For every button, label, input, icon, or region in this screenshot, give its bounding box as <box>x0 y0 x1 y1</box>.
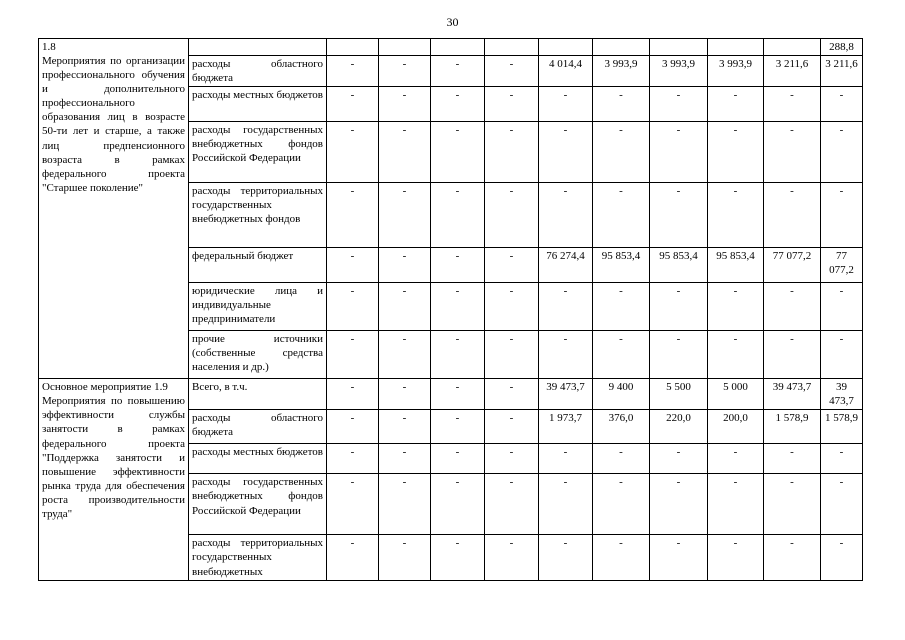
value-cell: - <box>327 122 379 183</box>
value-cell: 76 274,4 <box>539 248 593 283</box>
value-cell: - <box>379 56 431 87</box>
value-cell: - <box>650 535 708 580</box>
value-cell: - <box>821 122 863 183</box>
value-cell: - <box>431 183 485 248</box>
value-cell: - <box>327 444 379 474</box>
value-cell <box>539 39 593 56</box>
value-cell: - <box>821 183 863 248</box>
value-cell: - <box>379 331 431 379</box>
value-cell: - <box>379 410 431 444</box>
value-cell: - <box>593 87 650 122</box>
value-cell: - <box>379 535 431 580</box>
value-cell: - <box>539 122 593 183</box>
value-cell: - <box>821 474 863 535</box>
value-cell: 288,8 <box>821 39 863 56</box>
funding-source-cell: расходы местных бюджетов <box>189 87 327 122</box>
value-cell <box>431 39 485 56</box>
value-cell: - <box>708 331 764 379</box>
funding-source-cell: расходы областного бюджета <box>189 56 327 87</box>
value-cell: - <box>821 331 863 379</box>
value-cell: - <box>327 248 379 283</box>
value-cell: - <box>764 283 821 331</box>
value-cell: - <box>327 183 379 248</box>
value-cell: - <box>327 410 379 444</box>
value-cell: - <box>708 444 764 474</box>
value-cell: - <box>650 122 708 183</box>
value-cell: - <box>593 122 650 183</box>
funding-source-cell: расходы территориальных государственных внебюджетных фондов <box>189 183 327 248</box>
value-cell: 95 853,4 <box>708 248 764 283</box>
value-cell: - <box>379 444 431 474</box>
value-cell: - <box>764 87 821 122</box>
value-cell: - <box>821 283 863 331</box>
funding-source-cell <box>189 39 327 56</box>
value-cell <box>327 39 379 56</box>
value-cell: - <box>539 87 593 122</box>
value-cell: 1 578,9 <box>821 410 863 444</box>
funding-source-cell: юридические лица и индивидуальные предприниматели <box>189 283 327 331</box>
measure-description: Мероприятия по организации профессионального обучения и дополнительного профессионального образования лиц в возрасте 50-ти лет и старше, а также лиц предпенсионного возраста в рамках федерального проекта "Старшее поколение" <box>42 55 185 194</box>
funding-source-cell: расходы местных бюджетов <box>189 444 327 474</box>
value-cell: - <box>650 474 708 535</box>
value-cell: - <box>327 87 379 122</box>
value-cell: 1 578,9 <box>764 410 821 444</box>
value-cell: - <box>327 56 379 87</box>
value-cell: 220,0 <box>650 410 708 444</box>
value-cell: - <box>593 535 650 580</box>
value-cell: - <box>708 535 764 580</box>
value-cell: - <box>485 183 539 248</box>
value-cell: 4 014,4 <box>539 56 593 87</box>
value-cell: - <box>485 474 539 535</box>
value-cell: - <box>379 183 431 248</box>
value-cell: - <box>593 474 650 535</box>
value-cell: - <box>593 331 650 379</box>
value-cell: 39 473,7 <box>821 379 863 410</box>
budget-table-body <box>39 39 863 581</box>
value-cell: - <box>485 248 539 283</box>
measure-description: Мероприятия по повышению эффективности службы занятости в рамках федерального проекта "Поддержка занятости и повышение эффективности рынка труда для обеспечения роста производительности труда" <box>42 395 185 520</box>
value-cell: - <box>431 535 485 580</box>
value-cell: - <box>485 410 539 444</box>
value-cell: - <box>539 183 593 248</box>
value-cell: - <box>539 474 593 535</box>
value-cell: - <box>764 331 821 379</box>
value-cell: - <box>379 248 431 283</box>
value-cell: - <box>431 87 485 122</box>
value-cell: 95 853,4 <box>650 248 708 283</box>
value-cell: - <box>431 283 485 331</box>
value-cell: - <box>650 331 708 379</box>
value-cell: 39 473,7 <box>764 379 821 410</box>
budget-table <box>38 38 863 581</box>
value-cell: 1 973,7 <box>539 410 593 444</box>
value-cell: 3 211,6 <box>821 56 863 87</box>
value-cell: - <box>821 535 863 580</box>
value-cell: - <box>379 283 431 331</box>
value-cell: 3 993,9 <box>650 56 708 87</box>
value-cell: - <box>431 474 485 535</box>
value-cell: - <box>593 183 650 248</box>
value-cell <box>708 39 764 56</box>
value-cell: 95 853,4 <box>593 248 650 283</box>
measure-number: 1.8 <box>42 41 56 53</box>
funding-source-cell: расходы территориальных государственных внебюджетных <box>189 535 327 580</box>
value-cell: - <box>485 87 539 122</box>
value-cell: - <box>379 474 431 535</box>
value-cell: - <box>539 331 593 379</box>
value-cell: 77 077,2 <box>821 248 863 283</box>
value-cell: - <box>327 331 379 379</box>
value-cell: 3 211,6 <box>764 56 821 87</box>
value-cell: 200,0 <box>708 410 764 444</box>
value-cell: - <box>764 444 821 474</box>
value-cell: - <box>650 87 708 122</box>
value-cell: 3 993,9 <box>708 56 764 87</box>
funding-source-cell: прочие источники (собственные средства населения и др.) <box>189 331 327 379</box>
measure-description-cell <box>39 39 189 379</box>
table-row <box>39 379 863 410</box>
value-cell <box>764 39 821 56</box>
value-cell: 3 993,9 <box>593 56 650 87</box>
value-cell: - <box>485 444 539 474</box>
measure-description-cell <box>39 379 189 580</box>
value-cell: - <box>485 122 539 183</box>
value-cell <box>593 39 650 56</box>
value-cell: - <box>821 87 863 122</box>
value-cell: - <box>764 535 821 580</box>
table-row <box>39 39 863 56</box>
value-cell <box>379 39 431 56</box>
value-cell: - <box>379 379 431 410</box>
value-cell: - <box>593 283 650 331</box>
value-cell: - <box>764 183 821 248</box>
value-cell: - <box>708 474 764 535</box>
funding-source-cell: расходы государственных внебюджетных фондов Российской Федерации <box>189 122 327 183</box>
value-cell: - <box>431 379 485 410</box>
value-cell: - <box>764 474 821 535</box>
value-cell: - <box>485 331 539 379</box>
page-number: 30 <box>446 15 459 29</box>
value-cell: - <box>764 122 821 183</box>
value-cell: - <box>431 410 485 444</box>
value-cell: - <box>485 283 539 331</box>
value-cell: - <box>327 535 379 580</box>
value-cell: - <box>379 122 431 183</box>
measure-number: Основное мероприятие 1.9 <box>42 381 168 394</box>
funding-source-cell: расходы государственных внебюджетных фондов Российской Федерации <box>189 474 327 535</box>
value-cell: - <box>327 379 379 410</box>
value-cell: 5 000 <box>708 379 764 410</box>
value-cell: 77 077,2 <box>764 248 821 283</box>
funding-source-cell: Всего, в т.ч. <box>189 379 327 410</box>
value-cell: - <box>650 183 708 248</box>
value-cell: - <box>708 183 764 248</box>
value-cell: - <box>539 283 593 331</box>
value-cell <box>485 39 539 56</box>
value-cell: - <box>539 444 593 474</box>
value-cell: 5 500 <box>650 379 708 410</box>
value-cell: - <box>327 283 379 331</box>
value-cell: - <box>708 122 764 183</box>
value-cell: - <box>327 474 379 535</box>
value-cell: 39 473,7 <box>539 379 593 410</box>
value-cell: - <box>431 444 485 474</box>
funding-source-cell: расходы областного бюджета <box>189 410 327 444</box>
value-cell: - <box>539 535 593 580</box>
value-cell: - <box>431 331 485 379</box>
value-cell: - <box>379 87 431 122</box>
value-cell: - <box>485 56 539 87</box>
funding-source-cell: федеральный бюджет <box>189 248 327 283</box>
value-cell: - <box>485 379 539 410</box>
value-cell: - <box>650 444 708 474</box>
value-cell: - <box>431 122 485 183</box>
value-cell: - <box>431 248 485 283</box>
value-cell: - <box>821 444 863 474</box>
value-cell: - <box>593 444 650 474</box>
value-cell: - <box>708 87 764 122</box>
value-cell: 376,0 <box>593 410 650 444</box>
value-cell: 9 400 <box>593 379 650 410</box>
value-cell: - <box>431 56 485 87</box>
value-cell: - <box>708 283 764 331</box>
value-cell: - <box>485 535 539 580</box>
value-cell: - <box>650 283 708 331</box>
value-cell <box>650 39 708 56</box>
